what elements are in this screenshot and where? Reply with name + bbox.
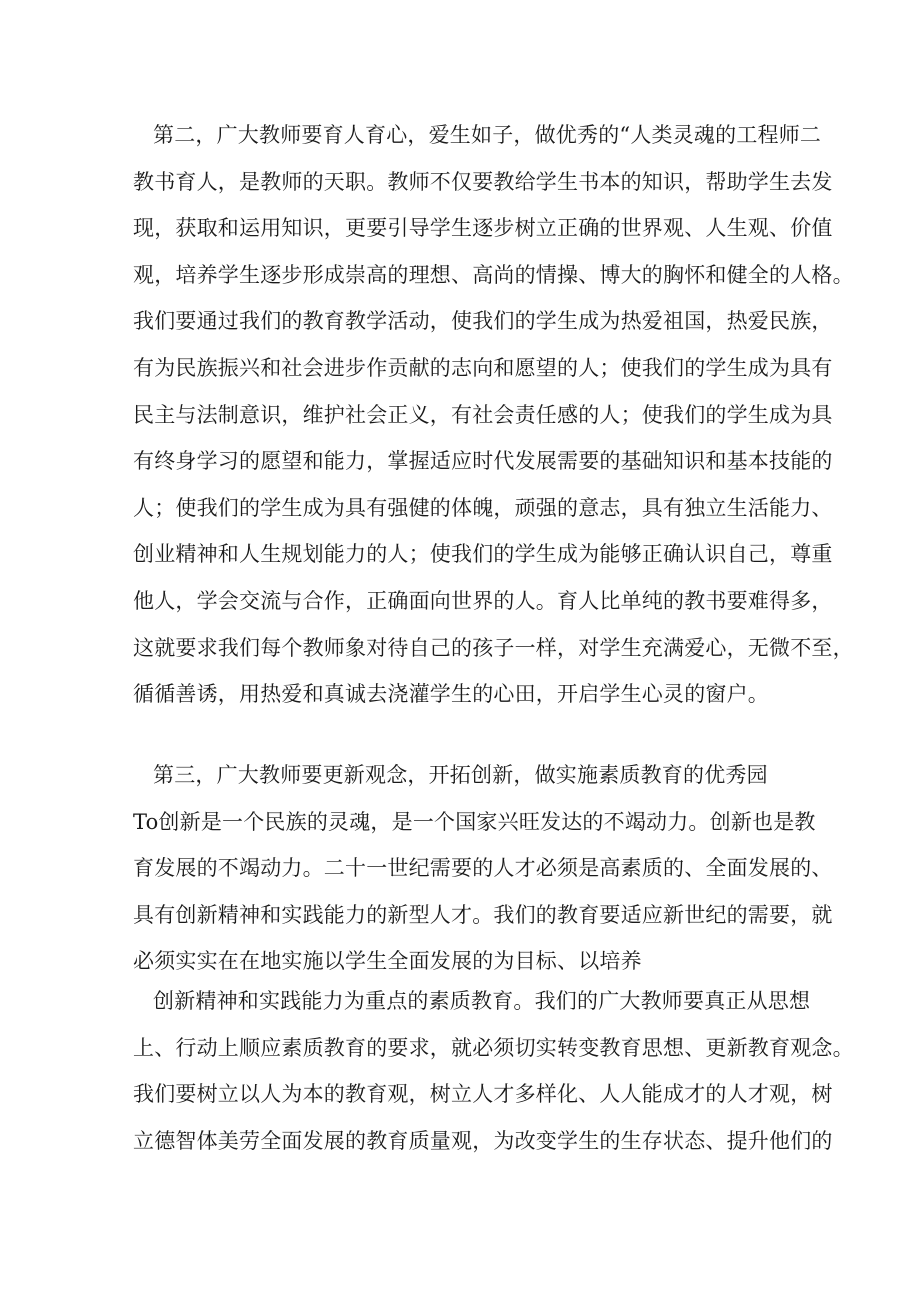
- text-line: 有为民族振兴和社会进步作贡献的志向和愿望的人；使我们的学生成为具有: [133, 355, 833, 380]
- text-line: 创新精神和实践能力为重点的素质教育。我们的广大教师要真正从思想: [153, 989, 811, 1013]
- text-line: 我们要树立以人为本的教育观，树立人才多样化、人人能成才的人才观，树: [133, 1082, 833, 1107]
- paragraph-3: [133, 978, 854, 1164]
- text-line: 现，获取和运用知识，更要引导学生逐步树立正确的世界观、人生观、价值: [133, 216, 833, 241]
- text-line: To创新是一个民族的灵魂，是一个国家兴旺发达的不竭动力。创新也是教: [133, 809, 816, 834]
- text-line: 育发展的不竭动力。二十一世纪需要的人才必须是高素质的、全面发展的、: [133, 856, 833, 881]
- paragraph-1: [133, 112, 854, 718]
- text-line: 教书育人，是教师的天职。教师不仅要教给学生书本的知识，帮助学生去发: [133, 169, 833, 194]
- paragraph-2: [133, 752, 833, 985]
- text-line: 具有创新精神和实践能力的新型人才。我们的教育要适应新世纪的需要，就: [133, 902, 833, 927]
- text-line: 立德智体美劳全面发展的教育质量观，为改变学生的生存状态、提升他们的: [133, 1128, 833, 1153]
- text-line: 第二，广大教师要育人育心，爱生如子，做优秀的“人类灵魂的工程师二: [153, 123, 822, 147]
- text-line: 上、行动上顺应素质教育的要求，就必须切实转变教育思想、更新教育观念。: [133, 1035, 854, 1060]
- text-line: 必须实实在在地实施以学生全面发展的为目标、以培养: [133, 949, 642, 974]
- text-line: 民主与法制意识，维护社会正义，有社会责任感的人；使我们的学生成为具: [133, 402, 833, 427]
- text-line: 人；使我们的学生成为具有强健的体魄，顽强的意志，具有独立生活能力、: [133, 495, 833, 520]
- text-line: 第三，广大教师要更新观念，开拓创新，做实施素质教育的优秀园: [153, 763, 768, 787]
- text-line: 观，培养学生逐步形成崇高的理想、高尚的情操、博大的胸怀和健全的人格。: [133, 262, 854, 287]
- text-line: 循循善诱，用热爱和真诚去浇灌学生的心田，开启学生心灵的窗户。: [133, 682, 769, 707]
- text-line: 这就要求我们每个教师象对待自己的孩子一样，对学生充满爱心，无微不至，: [133, 635, 854, 660]
- text-line: 创业精神和人生规划能力的人；使我们的学生成为能够正确认识自己，尊重: [133, 542, 833, 567]
- text-line: 有终身学习的愿望和能力，掌握适应时代发展需要的基础知识和基本技能的: [133, 449, 833, 474]
- text-line: 他人，学会交流与合作，正确面向世界的人。育人比单纯的教书要难得多，: [133, 588, 833, 613]
- text-line: 我们要通过我们的教育教学活动，使我们的学生成为热爱祖国，热爱民族，: [133, 309, 833, 334]
